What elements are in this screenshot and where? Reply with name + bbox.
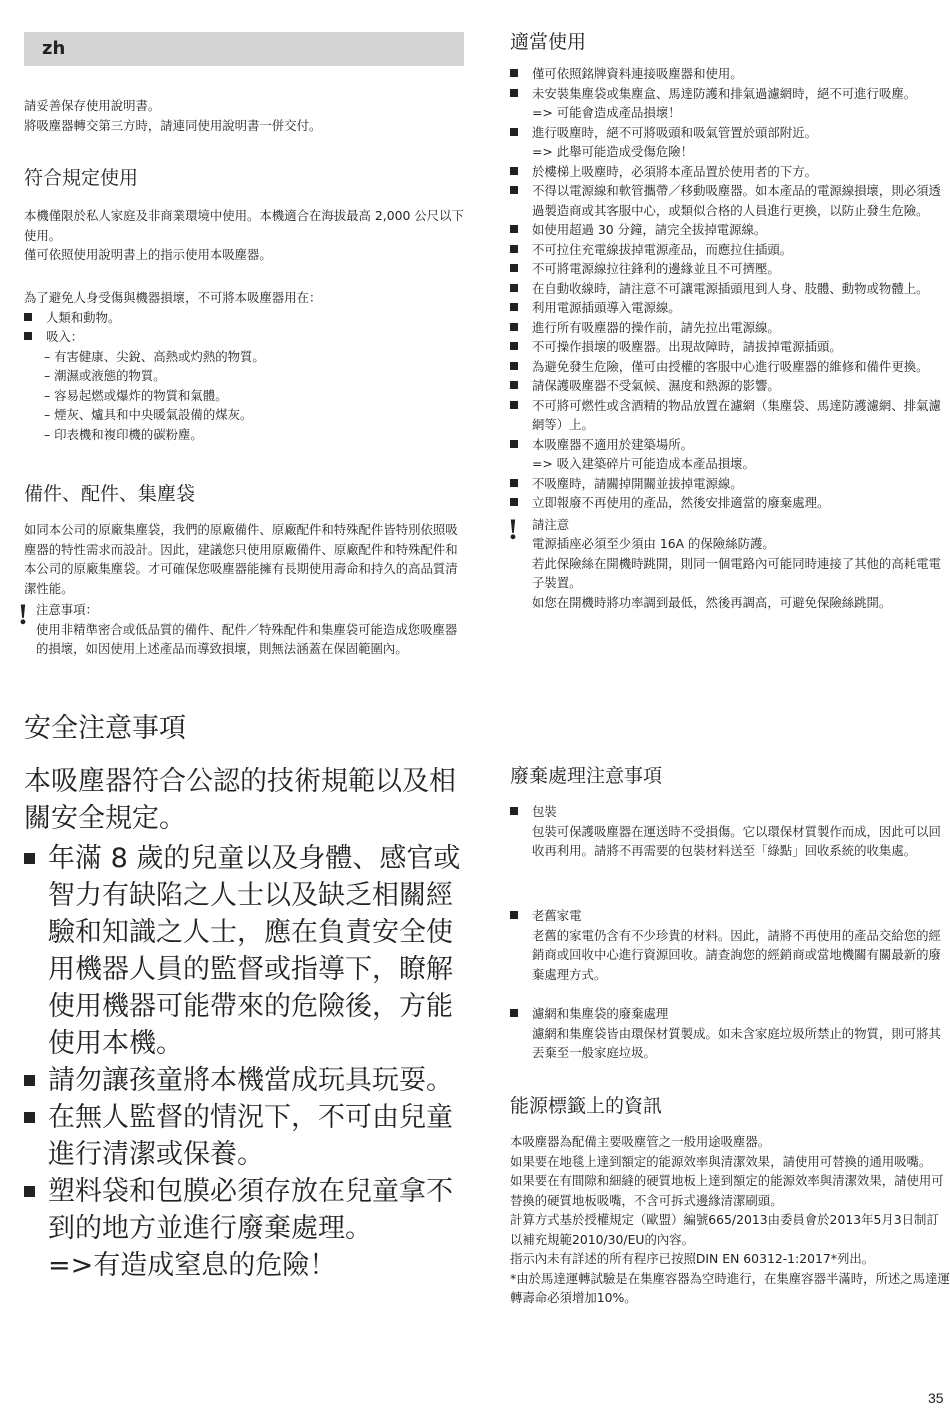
list-item	[510, 181, 950, 220]
warning-title: 注意事項：	[36, 602, 98, 617]
list-item	[510, 357, 950, 377]
list-item	[510, 474, 950, 494]
item-text: 不得以電源線和軟管攜帶／移動吸塵器。如本產品的電源線損壞，則必須透過製造商或其客服中心，或類似合格的人員進行更換，以防止發生危險。	[532, 183, 941, 218]
list-item	[510, 162, 950, 182]
list-item	[510, 396, 950, 435]
list-item	[510, 240, 950, 260]
warning-line: 若此保險絲在開機時跳開，則同一個電路內可能同時連接了其他的高耗電電子裝置。	[532, 555, 941, 590]
disposal-title: 濾網和集塵袋的廢棄處理	[532, 1006, 669, 1021]
item-text: 於樓梯上吸塵時，必須將本產品置於使用者的下方。	[532, 163, 817, 179]
section-heading-accessories: 備件、配件、集塵袋	[24, 483, 196, 505]
item-text: 不可將可燃性或含酒精的物品放置在濾網（集塵袋、馬達防護濾網、排氣濾網等）上。	[532, 397, 941, 432]
item-text: 如使用超過 30 分鐘，請完全拔掉電源線。	[532, 222, 767, 237]
intro	[24, 96, 466, 135]
restriction-intro: 為了避免人身受傷與機器損壞，不可將本吸塵器用在：	[24, 290, 322, 305]
proper-use-2-block	[510, 64, 950, 612]
list-item	[510, 259, 950, 279]
list-item	[510, 64, 950, 84]
disposal-list	[510, 1004, 950, 1063]
section-heading-energy: 能源標籤上的資訊	[510, 1095, 663, 1117]
item-text: 進行所有吸塵器的操作前，請先拉出電源線。	[532, 319, 780, 335]
section-heading-proper-use-2: 適當使用	[510, 31, 587, 53]
page-number: 35	[928, 1390, 944, 1406]
proper-use-para: 僅可依照使用說明書上的指示使用本吸塵器。	[24, 247, 272, 262]
warning-text: 使用非精準密合或低品質的備件、配件／特殊配件和集塵袋可能造成您吸塵器的損壞，如因使用上述產品而導致損壞，則無法涵蓋在保固範圍內。	[36, 621, 458, 656]
list-item	[510, 802, 950, 861]
disposal-item	[510, 906, 950, 984]
intro-line: 請妥善保存使用說明書。	[24, 98, 161, 113]
list-item	[510, 906, 950, 984]
item-text: 在自動收線時，請注意不可讓電源插頭甩到人身、肢體、動物或物體上。	[532, 280, 929, 296]
item-consequence: => 此舉可能造成受傷危險！	[532, 144, 693, 159]
disposal-item	[510, 1004, 950, 1063]
proper-use-para: 本機僅限於私人家庭及非商業環境中使用。本機適合在海拔最高 2,000 公尺以下使用。	[24, 208, 464, 243]
item-consequence: => 可能會造成產品損壞！	[532, 105, 681, 120]
warning-line: 如您在開機時將功率調到最低，然後再調高，可避免保險絲跳開。	[532, 594, 892, 610]
safety-list-block	[24, 840, 466, 1284]
safety-lead: 本吸塵器符合公認的技術規範以及相關安全規定。	[24, 766, 456, 834]
list-item	[510, 1004, 950, 1063]
energy-para: 指示內未有詳述的所有程序已按照DIN EN 60312-1:2017*列出。	[510, 1251, 875, 1266]
disposal-title: 老舊家電	[532, 908, 582, 923]
proper-use-list	[510, 64, 950, 513]
energy-para: 如果要在地毯上達到額定的能源效率與清潔效果，請使用可替換的通用吸嘴。	[510, 1153, 932, 1169]
disposal-text: 包裝可保護吸塵器在運送時不受損傷。它以環保材質製作而成，因此可以回收再利用。請將不再需要的包裝材料送至「綠點」回收系統的收集處。	[532, 823, 941, 858]
list-item	[510, 493, 950, 513]
list-item: – 印表機和複印機的碳粉塵。	[44, 425, 466, 445]
list-item: 吸入：	[24, 327, 466, 347]
proper-use-body	[24, 206, 466, 265]
item-text: 立即報廢不再使用的產品，然後安排適當的廢棄處理。	[532, 495, 830, 510]
item-text: 請保護吸塵器不受氣候、濕度和熱源的影響。	[532, 378, 780, 393]
energy-para: 計算方式基於授權規定（歐盟）編號665/2013由委員會於2013年5月3日制訂以補充規範2010/30/EU的內容。	[510, 1212, 939, 1247]
section-heading-safety: 安全注意事項	[24, 713, 186, 744]
item-consequence: => 吸入建築碎片可能造成本產品損壞。	[532, 456, 755, 471]
restriction-block	[24, 288, 466, 444]
energy-para: 如果要在有間隙和細縫的硬質地板上達到額定的能源效率與清潔效果，請使用可替換的硬質地板吸嘴，不含可拆式邊緣清潔刷頭。	[510, 1173, 944, 1208]
item-text: 本吸塵器不適用於建築場所。	[532, 436, 694, 452]
list-item: – 容易起燃或爆炸的物質和氣體。	[44, 386, 466, 406]
item-text: 利用電源插頭導入電源線。	[532, 300, 681, 315]
left-column	[18, 0, 466, 1281]
list-item: – 煙灰、爐具和中央暖氣設備的煤灰。	[44, 405, 466, 425]
list-item	[510, 279, 950, 299]
item-text: 不吸塵時，請關掉開關並拔掉電源線。	[532, 475, 743, 491]
energy-block	[510, 1132, 950, 1308]
item-text: 不可操作損壞的吸塵器。出現故障時，請拔掉電源插頭。	[532, 339, 842, 354]
item-text: 不可將電源線拉往鋒利的邊緣並且不可擠壓。	[532, 261, 780, 276]
disposal-title: 包裝	[532, 804, 557, 819]
list-item	[510, 84, 950, 123]
substance-list	[24, 347, 466, 445]
warning-icon: !	[18, 598, 28, 631]
list-item	[510, 337, 950, 357]
section-heading-proper-use: 符合規定使用	[24, 167, 139, 189]
accessories-warning	[18, 598, 466, 659]
list-item	[510, 220, 950, 240]
list-item	[510, 123, 950, 162]
list-item: 人類和動物。	[24, 308, 466, 328]
disposal-text: 濾網和集塵袋皆由環保材質製成。如未含家庭垃圾所禁止的物質，則可將其丟棄至一般家庭垃圾。	[532, 1025, 941, 1060]
disposal-text: 老舊的家電仍含有不少珍貴的材料。因此，請將不再使用的產品交給您的經銷商或回收中心進行資源回收。請查詢您的經銷商或當地機關有關最新的廢棄處理方式。	[532, 927, 941, 982]
restriction-list	[24, 308, 466, 347]
safety-list	[24, 840, 466, 1247]
warning-line: 電源插座必須至少須由 16A 的保險絲防護。	[532, 536, 775, 551]
warning-title: 請注意	[532, 516, 570, 532]
disposal-list	[510, 802, 950, 861]
list-item: 年滿 8 歲的兒童以及身體、感官或智力有缺陷之人士以及缺乏相關經驗和知識之人士，應在負責安全使用機器人員的監督或指導下，瞭解使用機器可能帶來的危險後，方能使用本機。	[24, 840, 466, 1062]
accessories-para: 如同本公司的原廠集塵袋，我們的原廠備件、原廠配件和特殊配件皆特別依照吸塵器的特性需求而設計。因此，建議您只使用原廠備件、原廠配件和特殊配件和本公司的原廠集塵袋。才可確保您吸塵器能擁有長期使用壽命和持久的高品質清潔性能。	[24, 522, 458, 596]
list-item: 在無人監督的情況下，不可由兒童進行清潔或保養。	[24, 1099, 466, 1173]
list-item	[510, 318, 950, 338]
energy-para: 本吸塵器為配備主要吸塵管之一般用途吸塵器。	[510, 1134, 771, 1149]
list-item	[510, 376, 950, 396]
item-text: 進行吸塵時，絕不可將吸頭和吸氣管置於頭部附近。	[532, 124, 817, 140]
item-text: 為避免發生危險，僅可由授權的客服中心進行吸塵器的維修和備件更換。	[532, 358, 929, 374]
list-item	[510, 298, 950, 318]
item-text: 不可拉住充電線拔掉電源產品，而應拉住插頭。	[532, 241, 793, 257]
list-item	[510, 435, 950, 474]
item-text: 僅可依照銘牌資料連接吸塵器和使用。	[532, 66, 743, 81]
list-item: 塑料袋和包膜必須存放在兒童拿不到的地方並進行廢棄處理。	[24, 1173, 466, 1247]
item-text: 未安裝集塵袋或集塵盒、馬達防護和排氣過濾網時，絕不可進行吸塵。	[532, 85, 917, 101]
warning-icon: !	[508, 512, 518, 546]
fuse-warning	[508, 512, 950, 613]
list-item: – 有害健康、尖銳、高熱或灼熱的物質。	[44, 347, 466, 367]
list-item: – 潮濕或液態的物質。	[44, 366, 466, 386]
language-code: zh	[42, 38, 66, 59]
disposal-list	[510, 906, 950, 984]
disposal-item	[510, 802, 950, 861]
energy-para: *由於馬達運轉試驗是在集塵容器為空時進行，在集塵容器半滿時，所述之馬達運轉壽命必須增加10%。	[510, 1270, 950, 1305]
intro-line: 將吸塵器轉交第三方時，請連同使用說明書一併交付。	[24, 117, 322, 133]
list-item: 請勿讓孩童將本機當成玩具玩耍。	[24, 1062, 466, 1099]
section-heading-disposal: 廢棄處理注意事項	[510, 765, 663, 787]
safety-consequence: =>有造成窒息的危險！	[48, 1250, 337, 1281]
